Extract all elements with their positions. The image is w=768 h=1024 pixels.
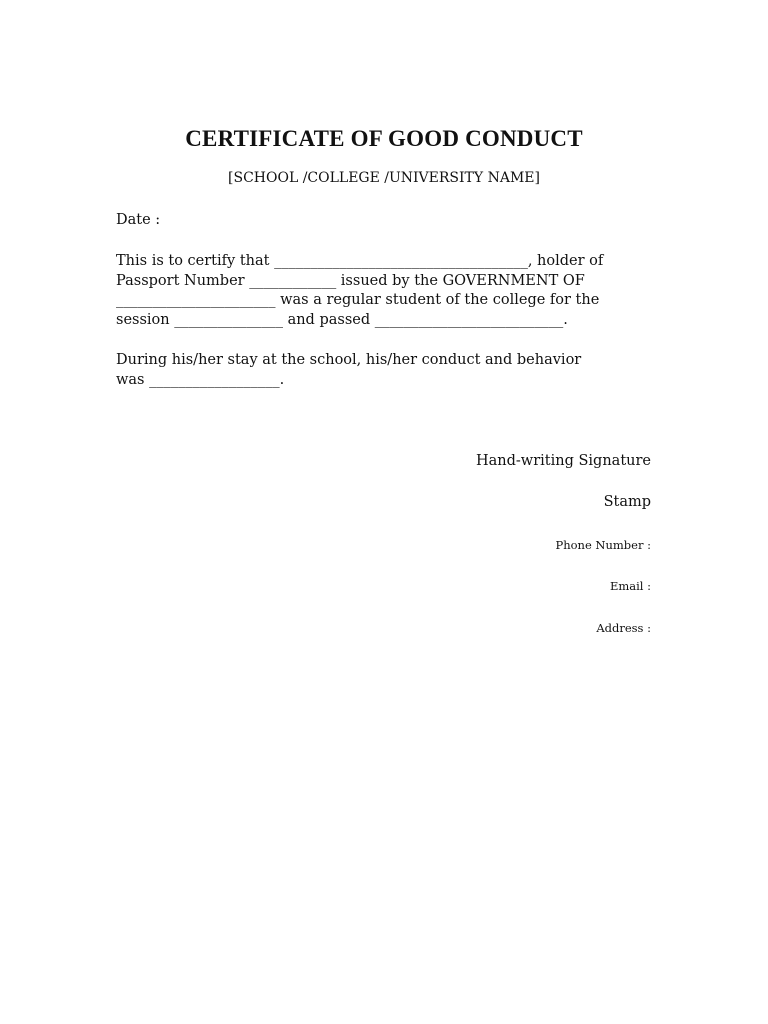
signature-label: Hand-writing Signature — [476, 453, 651, 469]
document-title: CERTIFICATE OF GOOD CONDUCT — [185, 126, 583, 151]
phone-number-label: Phone Number : — [555, 538, 651, 552]
email-label: Email : — [609, 579, 651, 593]
institution-name-placeholder: [SCHOOL /COLLEGE /UNIVERSITY NAME] — [228, 170, 540, 186]
conduct-paragraph — [116, 351, 661, 390]
certification-paragraph — [116, 252, 661, 330]
paragraph-line: During his/her stay at the school, his/her conduct and behavior — [116, 352, 582, 368]
paragraph-line: This is to certify that ___________________________________, holder of — [116, 253, 604, 269]
stamp-label: Stamp — [603, 494, 651, 510]
paragraph-line: was __________________. — [116, 371, 285, 388]
paragraph-line: Passport Number ____________ issued by the GOVERNMENT OF — [116, 272, 585, 289]
address-label: Address : — [596, 621, 651, 635]
date-label: Date : — [116, 212, 161, 228]
paragraph-line: session _______________ and passed __________________________. — [116, 311, 568, 328]
paragraph-line: ______________________ was a regular student of the college for the — [116, 292, 600, 308]
